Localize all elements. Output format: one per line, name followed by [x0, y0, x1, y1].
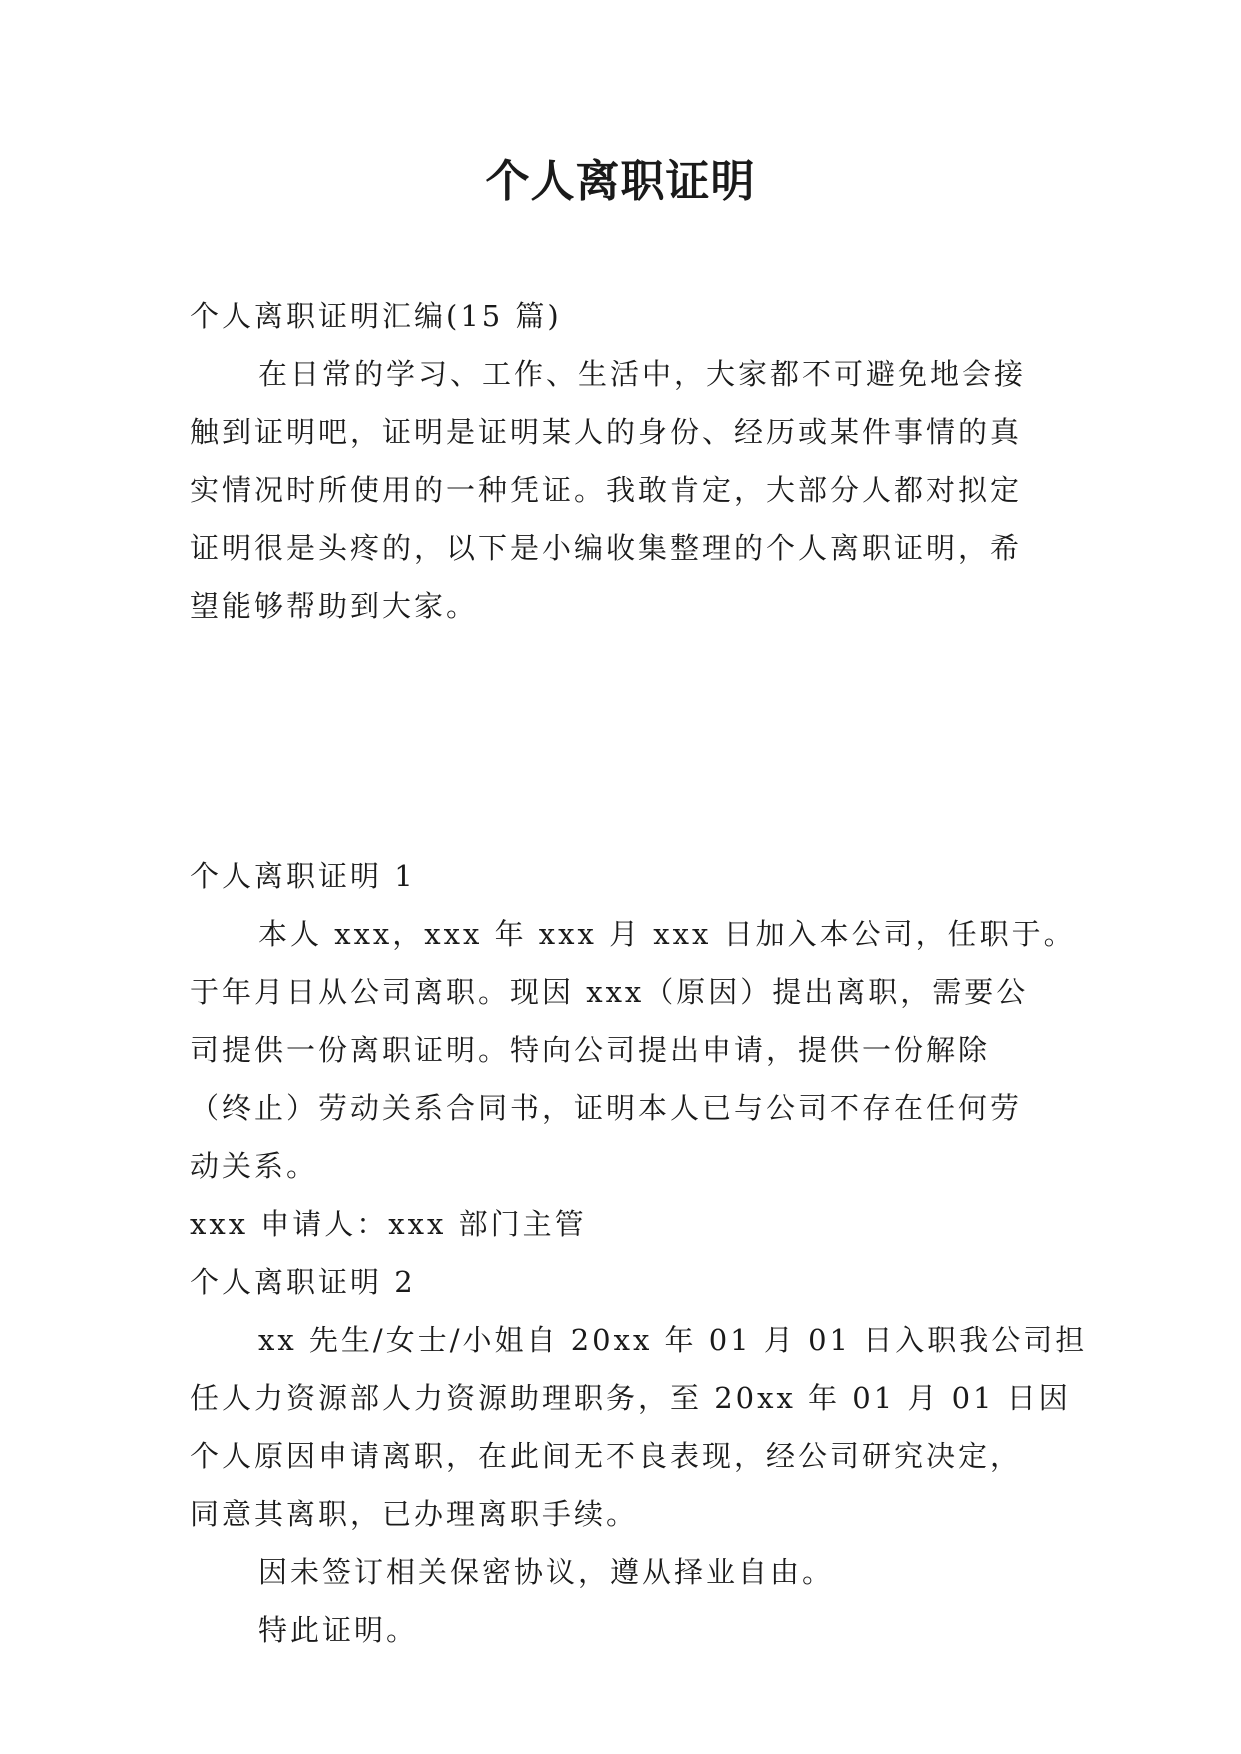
document-body [190, 287, 1088, 1659]
section-2-line: 同意其离职，已办理离职手续。 [190, 1497, 639, 1531]
section-1-signature: xxx 申请人：xxx 部门主管 [190, 1207, 587, 1241]
section-1-line: 于年月日从公司离职。现因 xxx（原因）提出离职，需要公 [190, 975, 1029, 1009]
section-gap [190, 635, 1070, 847]
section-2-line: 任人力资源部人力资源助理职务，至 20xx 年 01 月 01 日因 [190, 1381, 1071, 1415]
section-2-confidentiality-note: 因未签订相关保密协议，遵从择业自由。 [258, 1555, 835, 1589]
section-2-line: xx 先生/女士/小姐自 20xx 年 01 月 01 日入职我公司担 [258, 1323, 1088, 1357]
section-1-line: （终止）劳动关系合同书，证明本人已与公司不存在任何劳 [190, 1091, 1023, 1125]
collection-subtitle: 个人离职证明汇编(15 篇) [190, 299, 562, 333]
section-1-line: 司提供一份离职证明。特向公司提出申请，提供一份解除 [190, 1033, 991, 1067]
section-2-closing: 特此证明。 [258, 1613, 419, 1647]
section-1-line: 动关系。 [190, 1149, 319, 1183]
section-1-line: 本人 xxx，xxx 年 xxx 月 xxx 日加入本公司，任职于。 [258, 917, 1076, 951]
section-2-line: 个人原因申请离职，在此间无不良表现，经公司研究决定， [190, 1439, 1023, 1473]
section-2-heading: 个人离职证明 2 [190, 1265, 416, 1299]
intro-paragraph-line: 证明很是头疼的，以下是小编收集整理的个人离职证明，希 [190, 531, 1023, 565]
intro-paragraph-line: 望能够帮助到大家。 [190, 589, 479, 623]
page-title: 个人离职证明 [485, 156, 756, 207]
intro-paragraph-line: 实情况时所使用的一种凭证。我敢肯定，大部分人都对拟定 [190, 473, 1023, 507]
intro-paragraph-line: 触到证明吧，证明是证明某人的身份、经历或某件事情的真 [190, 415, 1023, 449]
intro-paragraph-line: 在日常的学习、工作、生活中，大家都不可避免地会接 [258, 357, 1027, 391]
section-1-heading: 个人离职证明 1 [190, 859, 416, 893]
